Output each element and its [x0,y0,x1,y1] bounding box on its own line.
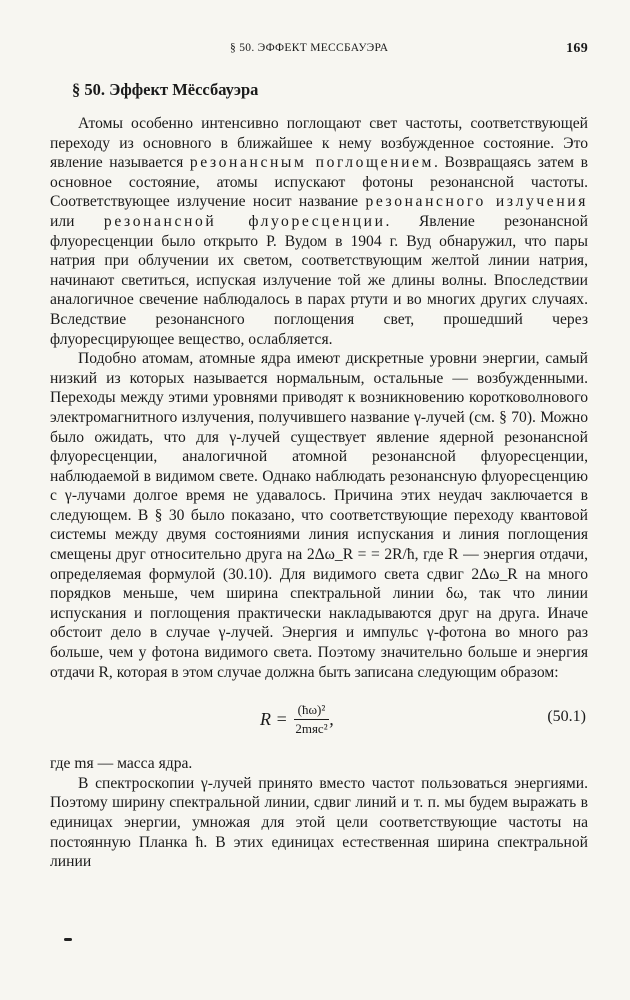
formula-number: (50.1) [547,708,586,726]
term-resonant-fluorescence: резонансной флуоресценции [103,212,386,230]
paragraph-1-text-a: Атомы особенно интенсивно поглощают свет частоты, соответствующей переходу из основного в ближайшее к нему возбужденное состояние. Это явление называется [50,115,588,172]
formula-fraction [294,702,330,737]
paragraph-1 [50,114,588,349]
term-resonant-radiation: резонансного излучения [365,193,588,211]
page-number: 169 [566,41,588,56]
formula-50-1 [50,690,588,750]
formula-trail: , [329,709,334,730]
paragraph-1-text-c: или [50,212,104,230]
nucleus-mass-note: где mя — масса ядра. [50,755,193,773]
formula-expression [260,702,334,737]
paragraph-1-text-b: . Возвращаясь затем в основное состояние, атомы испускают фотоны резонансной частоты. Соответствующее излучение носит название [50,154,588,211]
section-title: § 50. Эффект Мёссбауэра [72,80,259,99]
formula-denominator: 2mяc² [295,721,328,737]
paragraph-1-text-d: . Явление резонансной флуоресценции было открыто Р. Вудом в 1904 г. Вуд обнаружил, что пары натрия при облучении их светом, соответствующим желтой линии натрия, начинают светиться, испуская излучение той же длины волны. Впоследствии аналогичное свечение наблюдалось в парах ртути и во многих других случаях. Вследствие резонансного поглощения свет, прошедший через флуоресцирующее вещество, ослабляется. [50,212,588,348]
paragraph-3: В спектроскопии γ-лучей принято вместо частот пользоваться энергиями. Поэтому ширину спектральной линии, сдвиг линий и т. п. мы будем выражать в единицах энергии, умножая для этой цели соответствующие частоты на постоянную Планка ħ. В этих единицах естественная ширина спектральной линии [50,774,588,871]
print-mark [64,938,72,941]
paragraph-2: Подобно атомам, атомные ядра имеют дискретные уровни энергии, самый низкий из которых называется нормальным, остальные — возбужденными. Переходы между этими уровнями приводят к возникновению коротковолнового электромагнитного излучения, получившего название γ-лучей (см. § 70). Можно было ожидать, что для γ-лучей существует явление ядерной резонансной флуоресценции, аналогичной атомной резонансной флуоресценции, наблюдаемой в видимом свете. Однако наблюдать резонансную флуоресценцию с γ-лучами долгое время не удавалось. Причина этих неудач заключается в следующем. В § 30 было показано, что соответствующие переходу квантовой системы между двумя состояниями линия испускания и линия поглощения смещены друг относительно друга на 2Δω_R = = 2R/ħ, где R — энергия отдачи, определяемая формулой (30.10). Для видимого света сдвиг 2Δω_R на много порядков меньше, чем ширина спектральной линии δω, так что линии испускания и поглощения практически накладываются друг на друга. Иначе обстоит дело в случае γ-лучей. Энергия и импульс γ-фотона во много раз больше, чем у фотона видимого света. Поэтому значительно больше и энергия отдачи R, которая в этом случае должна быть записана следующим образом: [50,350,588,681]
book-page [50,38,588,872]
formula-lhs: R = [260,709,288,730]
running-title: § 50. ЭФФЕКТ МЕССБАУЭРА [230,42,389,54]
running-header [50,38,588,60]
term-resonant-absorption: резонансным поглощением [189,154,435,172]
formula-numerator: (ħω)² [294,702,330,720]
